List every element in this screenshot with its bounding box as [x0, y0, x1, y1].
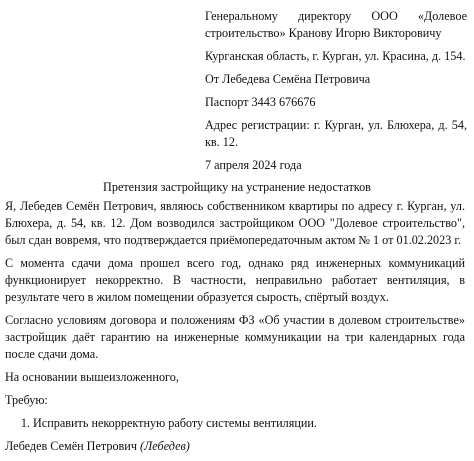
addressee-address: Курганская область, г. Курган, ул. Красина, д. 154. [205, 49, 466, 63]
demands-list [5, 415, 465, 432]
sender-line: От Лебедева Семёна Петровича [205, 72, 371, 86]
paragraph-demand-heading: Требую: [5, 393, 48, 407]
paragraph-basis: На основании вышеизложенного, [5, 370, 179, 384]
document-body [5, 198, 465, 461]
paragraph-defects: С момента сдачи дома прошел всего год, однако ряд инженерных коммуникаций функционирует некорректно. В частности, неправильно работает вентиляция, в результате чего в жилом помещении образуется сырость, спёртый воздух. [5, 256, 465, 304]
sender-registration: Адрес регистрации: г. Курган, ул. Блюхера, д. 54, кв. 12. [205, 118, 467, 149]
addressee-to-line: Генеральному директору ООО «Долевое строительство» Кранову Игорю Викторовичу [205, 9, 467, 40]
addressee-block [205, 8, 467, 151]
signature-handwritten: (Лебедев) [140, 439, 190, 453]
paragraph-ownership: Я, Лебедев Семён Петрович, являюсь собственником квартиры по адресу г. Курган, ул. Блюхера, д. 54, кв. 12. Дом возводился застройщиком ООО "Долевое строительство", был сдан вовремя, что подтверждается приёмопередаточным актом № 1 от 01.02.2023 г. [5, 199, 465, 247]
document-date: 7 апреля 2024 года [205, 158, 302, 172]
signature-name: Лебедев Семён Петрович [5, 439, 137, 453]
paragraph-warranty: Согласно условиям договора и положениям ФЗ «Об участии в долевом строительстве» застройщик даёт гарантию на инженерные коммуникации на три календарных года после сдачи дома. [5, 313, 465, 361]
signature-line [5, 438, 465, 455]
document-title: Претензия застройщику на устранение недостатков [103, 180, 371, 194]
demand-item: 1. Исправить некорректную работу системы вентиляции. [33, 415, 465, 432]
sender-passport: Паспорт 3443 676676 [205, 95, 316, 109]
